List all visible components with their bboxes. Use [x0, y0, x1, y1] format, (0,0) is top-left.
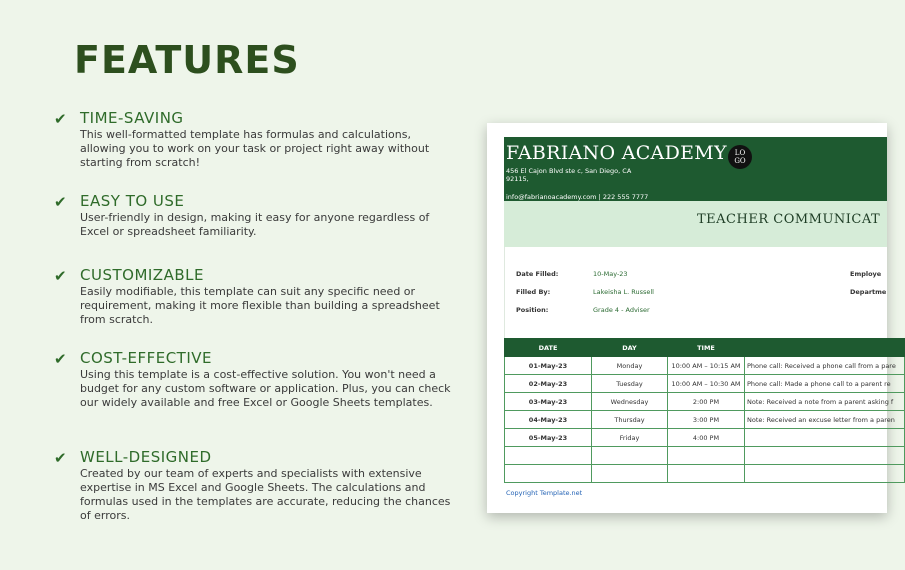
cell-date [505, 447, 592, 465]
address-line: 456 El Cajon Blvd ste c, San Diego, CA [506, 167, 632, 175]
cell-time: 10:00 AM – 10:30 AM [668, 375, 745, 393]
feature-easy-to-use [54, 192, 454, 239]
checkmark-icon: ✔ [54, 350, 67, 368]
feature-description: User-friendly in design, making it easy for anyone regardless of Excel or spreadsheet familiarity. [80, 211, 430, 238]
table-row [505, 429, 905, 447]
cell-note: Phone call: Made a phone call to a parent re [745, 375, 905, 393]
document-title: TEACHER COMMUNICAT [697, 212, 881, 227]
cell-time: 2:00 PM [668, 393, 745, 411]
feature-title: EASY TO USE [80, 192, 185, 210]
cell-day: Wednesday [592, 393, 668, 411]
cell-time [668, 447, 745, 465]
logo: LO GO [728, 145, 752, 169]
checkmark-icon: ✔ [54, 267, 67, 285]
filled-by-value: Lakeisha L. Russell [593, 288, 654, 296]
cell-day: Thursday [592, 411, 668, 429]
feature-title: CUSTOMIZABLE [80, 266, 204, 284]
table-row [505, 375, 905, 393]
cell-note [745, 465, 905, 483]
cell-time: 3:00 PM [668, 411, 745, 429]
communication-log-table [504, 338, 905, 483]
feature-well-designed [54, 448, 454, 523]
column-header-time: TIME [668, 339, 745, 357]
cell-note [745, 447, 905, 465]
cell-time [668, 465, 745, 483]
cell-day: Monday [592, 357, 668, 375]
school-name: FABRIANO ACADEMY [506, 142, 727, 164]
cell-note [745, 429, 905, 447]
cell-day [592, 447, 668, 465]
date-filled-label: Date Filled: [516, 270, 559, 278]
filled-by-label: Filled By: [516, 288, 551, 296]
cell-time: 4:00 PM [668, 429, 745, 447]
cell-day: Friday [592, 429, 668, 447]
feature-cost-effective [54, 349, 454, 410]
document-header [504, 137, 887, 201]
contact-info: info@fabrianoacademy.com | 222 555 7777 [506, 193, 649, 201]
checkmark-icon: ✔ [54, 110, 67, 128]
table-row [505, 393, 905, 411]
feature-time-saving [54, 109, 454, 170]
feature-title: COST-EFFECTIVE [80, 349, 213, 367]
cell-time: 10:00 AM – 10:15 AM [668, 357, 745, 375]
position-label: Position: [516, 306, 549, 314]
table-row [505, 447, 905, 465]
address-line: 92115, [506, 175, 529, 183]
position-value: Grade 4 - Adviser [593, 306, 650, 314]
cell-date: 03-May-23 [505, 393, 592, 411]
column-header-notes [745, 339, 905, 357]
checkmark-icon: ✔ [54, 449, 67, 467]
table-header-row [505, 339, 905, 357]
feature-title: TIME-SAVING [80, 109, 184, 127]
cell-date: 01-May-23 [505, 357, 592, 375]
cell-date [505, 465, 592, 483]
date-filled-value: 10-May-23 [593, 270, 628, 278]
feature-title: WELL-DESIGNED [80, 448, 212, 466]
cell-note: Note: Received a note from a parent asking f [745, 393, 905, 411]
template-preview [487, 123, 896, 513]
checkmark-icon: ✔ [54, 193, 67, 211]
cell-date: 04-May-23 [505, 411, 592, 429]
employee-label: Employe [850, 270, 882, 278]
cell-note: Phone call: Received a phone call from a pare [745, 357, 905, 375]
column-header-date: DATE [505, 339, 592, 357]
cell-date: 02-May-23 [505, 375, 592, 393]
feature-description: This well-formatted template has formulas and calculations, allowing you to work on your task or project right away without starting from scratch! [80, 128, 430, 169]
table-row [505, 465, 905, 483]
page-title: FEATURES [74, 38, 300, 82]
cell-day: Tuesday [592, 375, 668, 393]
feature-description: Easily modifiable, this template can suit any specific need or requirement, making it more flexible than building a spreadsheet from scratch. [80, 285, 440, 326]
cell-note: Note: Received an excuse letter from a paren [745, 411, 905, 429]
cell-date: 05-May-23 [505, 429, 592, 447]
department-label: Departme [850, 288, 887, 296]
column-header-day: DAY [592, 339, 668, 357]
copyright-link[interactable]: Copyright Template.net [506, 489, 583, 497]
feature-description: Created by our team of experts and specialists with extensive expertise in MS Excel and Google Sheets. The calculations and formulas used in the templates are accurate, reducing the chances of errors. [80, 467, 451, 522]
cell-day [592, 465, 668, 483]
feature-description: Using this template is a cost-effective solution. You won't need a budget for any custom software or application. Plus, you can check our widely available and free Excel or Google Sheets templates. [80, 368, 451, 409]
document-title-band [504, 201, 887, 247]
feature-customizable [54, 266, 454, 327]
table-row [505, 357, 905, 375]
table-row [505, 411, 905, 429]
